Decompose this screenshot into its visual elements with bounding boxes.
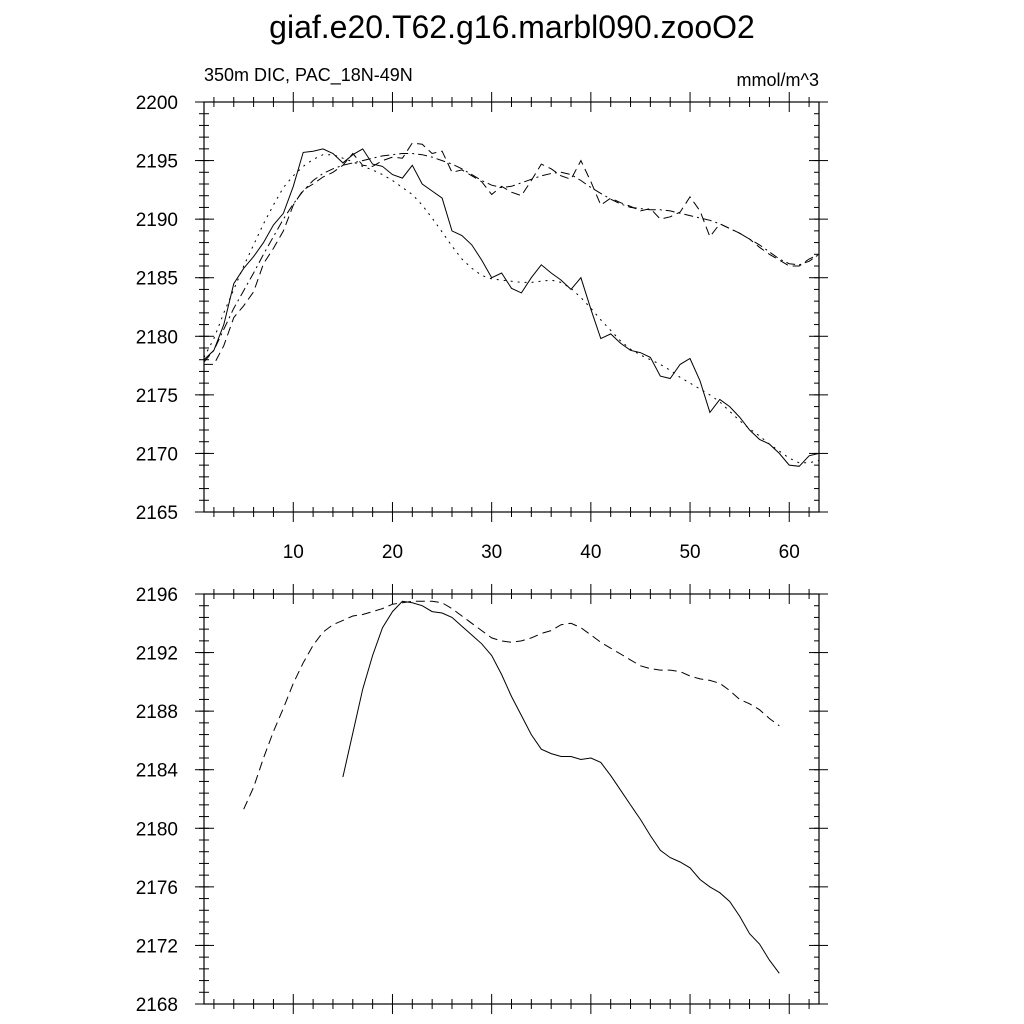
- y-tick-label: 2180: [135, 819, 178, 841]
- y-tick-label: 2185: [135, 268, 178, 290]
- y-tick-label: 2188: [135, 702, 178, 724]
- series-line-dashdot: [204, 154, 819, 363]
- y-tick-label: 2170: [135, 444, 178, 466]
- y-tick-label: 2176: [135, 877, 178, 899]
- y-tick-label: 2175: [135, 385, 178, 407]
- x-tick-label: 60: [778, 542, 800, 563]
- y-tick-label: 2165: [135, 503, 178, 524]
- y-tick-label: 2172: [135, 936, 178, 958]
- y-tick-label: 2190: [135, 210, 178, 232]
- series-line-solid: [204, 149, 819, 466]
- bottom-panel: [136, 584, 828, 1016]
- series-line-solid: [343, 601, 779, 973]
- x-tick-label: 20: [381, 542, 404, 563]
- y-tick-label: 2180: [135, 327, 178, 349]
- top-panel-left-label: 350m DIC, PAC_18N-49N: [204, 65, 413, 85]
- y-tick-label: 2195: [135, 151, 178, 173]
- bottom-panel-series: [244, 601, 780, 973]
- bottom-panel-plot-frame: [204, 594, 819, 1004]
- series-line-dashed: [244, 601, 780, 809]
- figure-title: giaf.e20.T62.g16.marbl090.zooO2: [269, 9, 755, 45]
- top-panel-ticks: [136, 92, 828, 563]
- x-tick-label: 10: [282, 542, 304, 563]
- x-tick-label: 50: [679, 542, 701, 563]
- y-tick-label: 2192: [135, 643, 178, 665]
- x-tick-label: 30: [481, 542, 503, 563]
- top-panel-right-label: mmol/m^3: [736, 70, 819, 90]
- top-panel-series: [204, 143, 819, 466]
- y-tick-label: 2196: [135, 585, 178, 606]
- series-line-dotted: [204, 155, 819, 463]
- top-panel-plot-frame: [204, 102, 819, 512]
- y-tick-label: 2184: [135, 760, 178, 782]
- y-tick-label: 2200: [135, 93, 178, 114]
- top-panel: [136, 65, 828, 563]
- x-tick-label: 40: [580, 542, 602, 563]
- bottom-panel-ticks: [136, 584, 828, 1016]
- y-tick-label: 2168: [135, 995, 178, 1016]
